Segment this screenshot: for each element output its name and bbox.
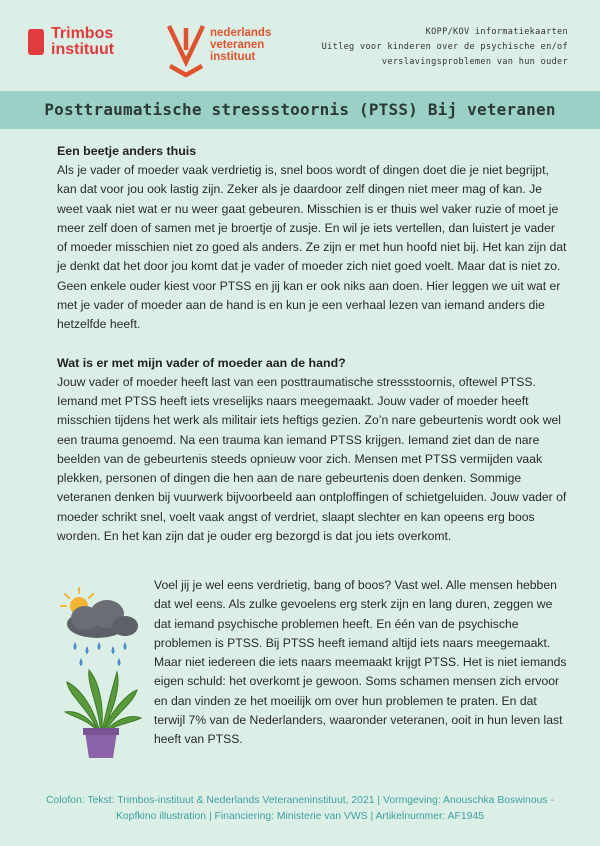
- series-description: [322, 25, 568, 70]
- section1-body: Als je vader of moeder vaak verdrietig is, snel boos wordt of dingen doet die je niet begrijpt, kan dat voor jou ook lastig zijn. Zeker als je daardoor zelf dingen niet meer mag of kan. Je weet vaak niet wat er nu weer gaat gebeuren. Misschien is er thuis wel vaker ruzie of moet je meer zelf doen of samen met je broertje of zusje. En wil je iets vertellen, dan luistert je vader of moeder misschien niet zo goed als anders. Ze zijn er met hun hoofd niet bij. Het kan zijn dat je denkt dat het door jou komt dat je vader of moeder zich niet goed voelt. Maar dat is niet zo. Geen enkele ouder kiest voor PTSS en jij kan er ook niks aan doen. Hier leggen we uit wat er met je vader of moeder aan de hand is en kun je een verhaal lezen van iemand anders die hetzelfde heeft.: [57, 163, 567, 332]
- nvi-logo-line2: veteranen: [210, 39, 265, 51]
- section2-heading: Wat is er met mijn vader of moeder aan de hand?: [57, 355, 346, 370]
- trimbos-logo-line2: instituut: [51, 41, 115, 58]
- page-title: Posttraumatische stressstoornis (PTSS) Bij veteranen: [44, 100, 556, 119]
- rain-cloud-plant-illustration-icon: [57, 586, 147, 758]
- trimbos-logo-mark-icon: [28, 29, 44, 55]
- colofon-text: Colofon: Tekst: Trimbos-instituut & Nederlands Veteraneninstituut, 2021 | Vormgeving: Anouschka Boswinous - Kopfkino illustration | Financiering: Ministerie van VWS | Artikelnummer: AF1945: [46, 795, 554, 822]
- trimbos-logo-line1: Trimbos: [51, 25, 114, 42]
- series-line2: Uitleg voor kinderen over de psychische en/of: [321, 42, 568, 52]
- nvi-logo-line3: instituut: [210, 51, 256, 63]
- section2: [57, 354, 567, 547]
- title-banner: [0, 91, 600, 129]
- main-content: [57, 142, 567, 546]
- colofon: [0, 793, 600, 825]
- series-line3: verslavingsproblemen van hun ouder: [381, 57, 568, 67]
- trimbos-logo: [28, 26, 114, 58]
- illustration-row: [57, 576, 567, 756]
- section2-body: Jouw vader of moeder heeft last van een posttraumatische stressstoornis, oftewel PTSS. Iemand met PTSS heeft iets vreselijks naars meegemaakt. Jouw vader of moeder heeft misschien tijdens het werk als militair iets heftigs gezien. Zo’n nare gebeurtenis wordt ook wel een trauma genoemd. Na een trauma kan iemand PTSS krijgen. Iemand ziet dan de nare beelden van de gebeurtenis steeds opnieuw voor zich. Mensen met PTSS vermijden vaak plekken, personen of dingen die hen aan de nare gebeurtenis doen denken. Sommige veteranen denken bij vuurwerk bijvoorbeeld aan ontploffingen of schietgeluiden. Jouw vader of moeder schrikt snel, voelt vaak angst of verdriet, slaapt slechter en kan opeens erg boos worden. En het kan zijn dat je ouder erg bezorgd is dat jou iets overkomt.: [57, 374, 567, 544]
- section2-body-continued: Voel jij je wel eens verdrietig, bang of boos? Vast wel. Alle mensen hebben dat wel eens. Als zulke gevoelens erg sterk zijn en lang duren, zeggen we dat iemand psychische problemen heeft. En één van de psychische problemen is PTSS. Bij PTSS heeft iemand altijd iets naars meegemaakt. Maar niet iedereen die iets naars meemaakt krijgt PTSS. Het is niet iemands eigen schuld: het overkomt je gewoon. Soms schamen mensen zich ervoor en dan vinden ze het moeilijk om over hun problemen te praten. En dat terwijl 7% van de Nederlanders, waaronder veteranen, ooit in hun leven last heeft van PTSS.: [154, 578, 567, 747]
- section1-heading: Een beetje anders thuis: [57, 144, 197, 158]
- nvi-logo: [166, 22, 271, 78]
- nvi-logo-line1: nederlands: [210, 27, 272, 39]
- header: [0, 0, 600, 90]
- nvi-v-logo-icon: [166, 22, 206, 78]
- series-line1: KOPP/KOV informatiekaarten: [425, 27, 568, 37]
